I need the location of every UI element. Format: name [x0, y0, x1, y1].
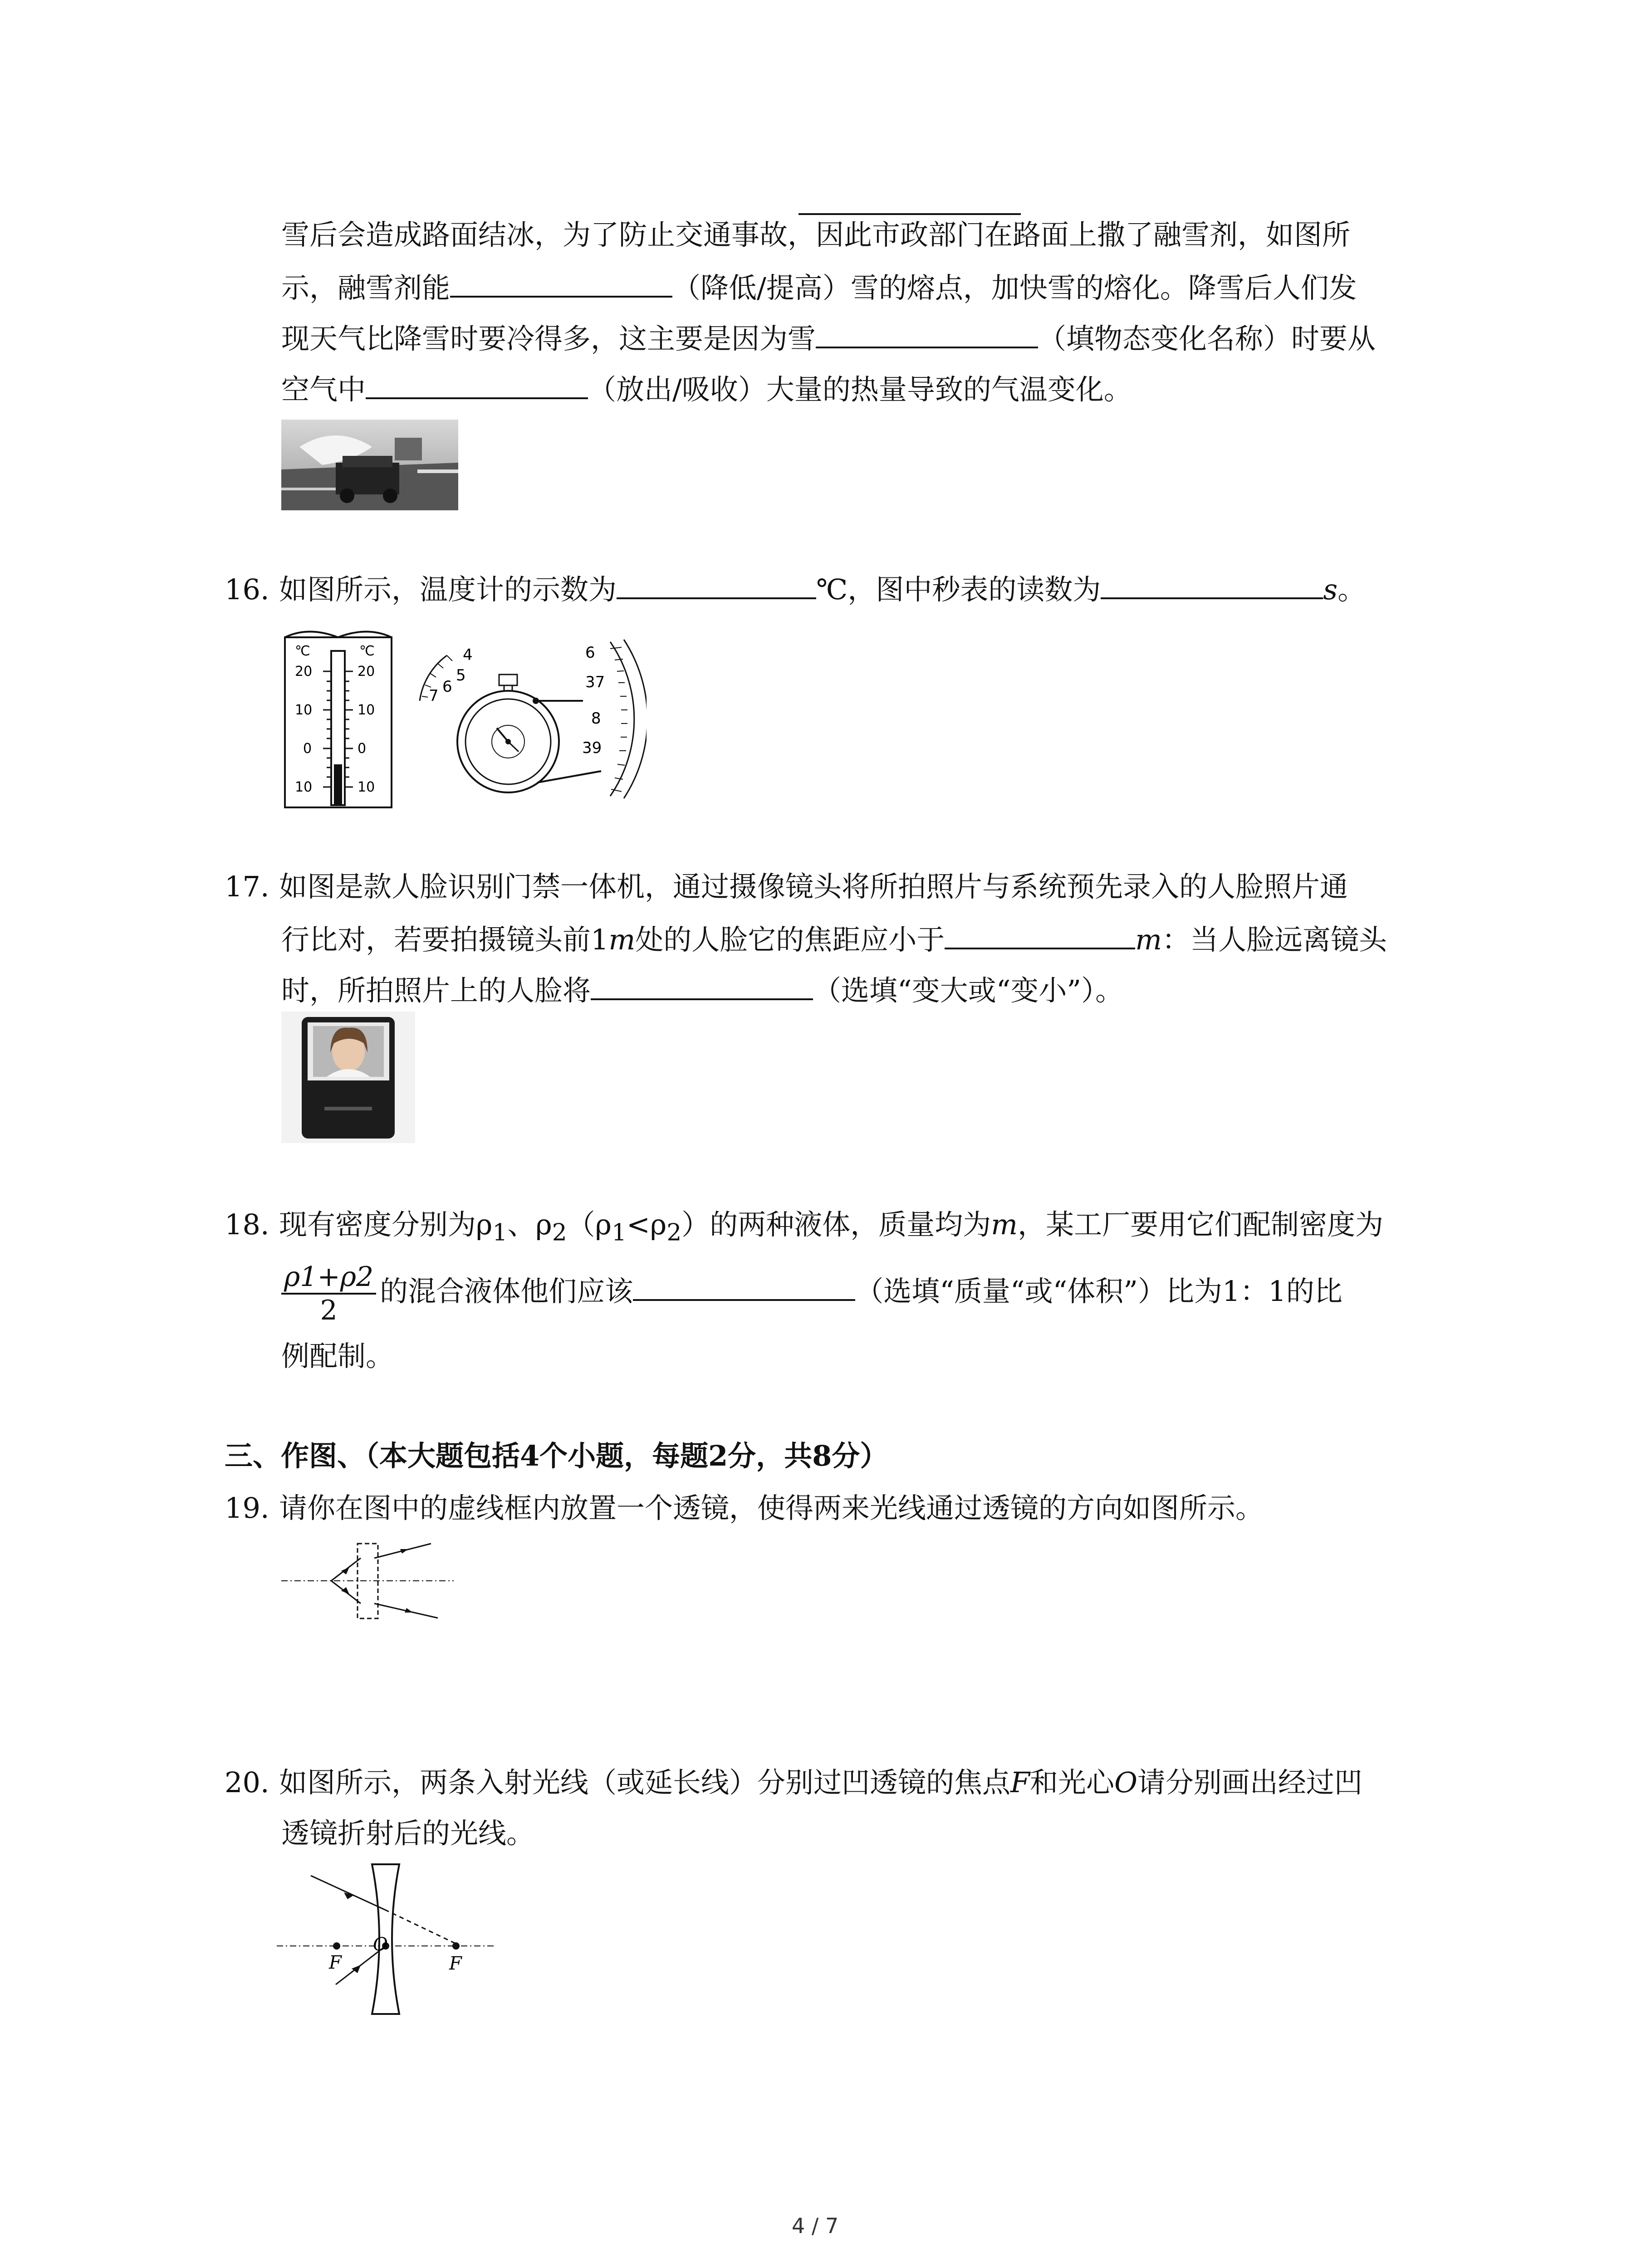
- q19-line: [225, 1490, 1264, 1526]
- answer-blank[interactable]: [450, 268, 672, 298]
- q18-line1-f: ，某工厂要用它们配制密度为: [1018, 1208, 1384, 1241]
- thermo-tick-right: 10: [358, 702, 375, 718]
- answer-blank[interactable]: [633, 1271, 855, 1301]
- q20-line-2: [281, 1815, 534, 1852]
- q19-lens-diagram: [281, 1535, 454, 1626]
- q18-line1-b: 、ρ: [507, 1208, 552, 1241]
- q17-line2-text-d: ：当人脸远离镜头: [1162, 923, 1387, 956]
- q15-line-3: [281, 318, 1376, 357]
- q18-mass-symbol: m: [991, 1208, 1018, 1241]
- q18-sub: 2: [552, 1219, 567, 1246]
- thermo-tick-left: 0: [303, 741, 312, 757]
- thermometer-figure: [281, 624, 395, 810]
- q16-number: 16.: [225, 573, 269, 606]
- dial-outer-label: 8: [591, 709, 601, 728]
- q16-text-b: ℃，图中秒表的读数为: [816, 573, 1101, 606]
- stopwatch-figure: [411, 633, 647, 805]
- label-F-left: F: [329, 1952, 342, 1973]
- thermo-tick-left: 10: [295, 702, 313, 718]
- q20-line-1: [225, 1765, 1362, 1801]
- q18-line-1: [225, 1207, 1383, 1251]
- answer-blank[interactable]: [945, 919, 1135, 949]
- page-number: 4 / 7: [792, 2214, 839, 2238]
- answer-blank[interactable]: [591, 970, 813, 1000]
- answer-blank[interactable]: [816, 318, 1038, 348]
- q15-line-1: [281, 217, 1350, 253]
- q15-line-4: [281, 369, 1132, 408]
- q17-line3-text-b: （选填“变大或“变小”）。: [813, 974, 1124, 1007]
- top-blank-line: [798, 213, 1021, 215]
- fraction-denominator: 2: [320, 1295, 338, 1326]
- q18-line1-a: 现有密度分别为ρ: [279, 1208, 493, 1241]
- q15-line-2: [281, 268, 1357, 306]
- q17-line-2: [281, 919, 1387, 958]
- q18-sub: 2: [666, 1219, 682, 1246]
- q15-line2-text-b: （降低/提高）雪的熔点，加快雪的熔化。降雪后人们发: [672, 271, 1357, 304]
- q17-line-3: [281, 970, 1123, 1009]
- fraction-numerator: ρ1+ρ2: [281, 1261, 376, 1295]
- q20-line1-b: 和光心: [1030, 1766, 1115, 1799]
- q16-end: 。: [1337, 573, 1366, 606]
- face-recognition-device-photo: [281, 1012, 415, 1143]
- q18-fraction: [281, 1261, 376, 1326]
- thermo-right-unit: ℃: [359, 643, 375, 659]
- q18-line1-c: （ρ: [567, 1208, 612, 1241]
- q19-text: 请你在图中的虚线框内放置一个透镜，使得两来光线通过透镜的方向如图所示。: [279, 1491, 1264, 1525]
- q19-number: 19.: [225, 1491, 269, 1525]
- q20-symbol-O: O: [1114, 1766, 1137, 1799]
- label-F-right: F: [449, 1953, 462, 1974]
- q18-sub: 1: [492, 1219, 508, 1246]
- section-3-heading: [225, 1438, 888, 1474]
- q17-line2-m: m: [608, 923, 636, 956]
- q20-number: 20.: [225, 1766, 269, 1799]
- q18-line-3: [281, 1338, 394, 1374]
- q17-line-1: [225, 869, 1348, 905]
- q18-line-2: [281, 1261, 1342, 1326]
- q15-line3-text-a: 现天气比降雪时要冷得多，这主要是因为雪: [281, 322, 816, 355]
- q20-line1-c: 请分别画出经过凹: [1137, 1766, 1362, 1799]
- dial-inner-label: 6: [442, 678, 452, 696]
- dial-outer-label: 39: [582, 739, 602, 757]
- q15-line3-text-b: （填物态变化名称）时要从: [1038, 322, 1376, 355]
- q15-line4-text-a: 空气中: [281, 373, 366, 406]
- thermo-tick-right: 20: [358, 664, 375, 679]
- thermo-tick-right: 10: [358, 779, 375, 795]
- label-O: O: [373, 1934, 388, 1955]
- section-3-title: 三、作图、（本大题包括4个小题，每题2分，共8分）: [225, 1439, 888, 1472]
- q20-line1-a: 如图所示，两条入射光线（或延长线）分别过凹透镜的焦点: [279, 1766, 1011, 1799]
- thermo-tick-left: 10: [295, 779, 313, 795]
- q17-line1-text: 如图是款人脸识别门禁一体机，通过摄像镜头将所拍照片与系统预先录入的人脸照片通: [279, 870, 1348, 903]
- q17-line2-text-a: 行比对，若要拍摄镜头前1: [281, 923, 609, 956]
- dial-inner-label: 7: [429, 687, 439, 705]
- q18-line1-e: ）的两种液体，质量均为: [681, 1208, 991, 1241]
- q18-line2-a: 的混合液体他们应该: [380, 1275, 633, 1308]
- thermo-left-unit: ℃: [295, 643, 310, 659]
- q17-line2-text-b: 处的人脸它的焦距应小于: [635, 923, 945, 956]
- q20-concave-lens-diagram: [277, 1855, 504, 2023]
- q18-sub: 1: [612, 1219, 627, 1246]
- dial-inner-label: 5: [456, 666, 466, 684]
- q15-line2-text-a: 示，融雪剂能: [281, 271, 451, 304]
- snow-road-photo: [281, 420, 458, 510]
- dial-inner-label: 4: [463, 646, 473, 664]
- q18-line2-b: （选填“质量“或“体积”）比为1：1的比: [855, 1275, 1342, 1308]
- dial-outer-label: 6: [585, 644, 595, 662]
- q18-number: 18.: [225, 1208, 269, 1241]
- dial-outer-label: 37: [585, 673, 605, 691]
- q18-line1-d: <ρ: [626, 1208, 667, 1241]
- q15-line4-text-b: （放出/吸收）大量的热量导致的气温变化。: [588, 373, 1132, 406]
- q16-text-a: 如图所示，温度计的示数为: [279, 573, 617, 606]
- thermo-tick-left: 20: [295, 664, 313, 679]
- answer-blank[interactable]: [617, 569, 816, 599]
- q16-unit: s: [1323, 573, 1338, 606]
- q17-line3-text-a: 时，所拍照片上的人脸将: [281, 974, 591, 1007]
- q20-symbol-F: F: [1010, 1766, 1030, 1799]
- q17-line2-unit: m: [1135, 923, 1162, 956]
- thermo-tick-right: 0: [358, 741, 367, 757]
- q20-line2-text: 透镜折射后的光线。: [281, 1817, 535, 1850]
- q17-number: 17.: [225, 870, 269, 903]
- q18-line3-text: 例配制。: [281, 1339, 394, 1373]
- answer-blank[interactable]: [366, 369, 588, 399]
- q16-line: [225, 569, 1366, 608]
- q15-line1-text: 雪后会造成路面结冰，为了防止交通事故，因此市政部门在路面上撒了融雪剂，如图所: [281, 218, 1351, 251]
- answer-blank[interactable]: [1101, 569, 1323, 599]
